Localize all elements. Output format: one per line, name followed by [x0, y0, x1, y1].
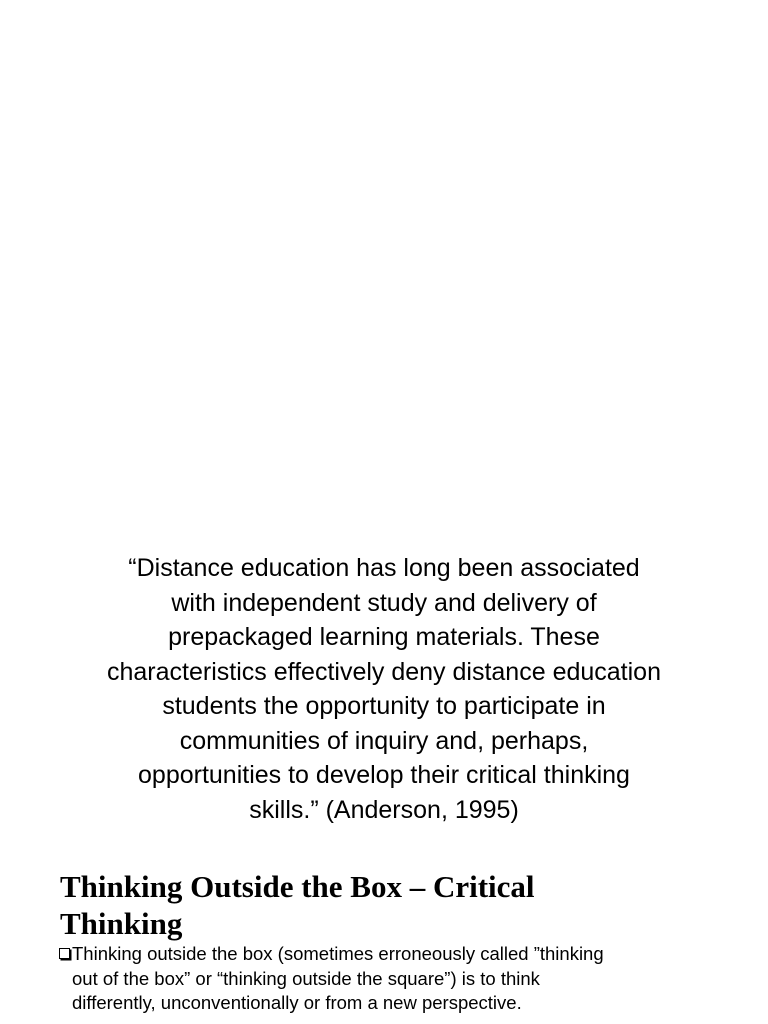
slide-title: [60, 868, 750, 942]
quote-line: communities of inquiry and, perhaps,: [179, 726, 589, 755]
slide-title-line: Thinking Outside the Box – Critical: [60, 869, 535, 904]
quote-line: opportunities to develop their critical thinking: [138, 761, 630, 789]
bullet-line: differently, unconventionally or from a new perspective.: [72, 992, 522, 1013]
quote-line: characteristics effectively deny distance education: [106, 657, 661, 686]
quote-line: “Distance education has long been associated: [128, 554, 640, 582]
quote-line: prepackaged learning materials. These: [168, 623, 600, 651]
quote-line: students the opportunity to participate in: [162, 692, 606, 720]
bullet-line: Thinking outside the box (sometimes erroneously called ”thinking: [72, 943, 604, 964]
quote-line: skills.” (Anderson, 1995): [249, 795, 519, 824]
hollow-square-bullet-icon: [59, 948, 70, 959]
bullet-line: out of the box” or “thinking outside the square”) is to think: [72, 967, 540, 989]
next-slide: [60, 868, 750, 1016]
quote-line: with independent study and delivery of: [171, 588, 597, 617]
quote-block: [40, 551, 728, 827]
slide-title-line: Thinking: [60, 906, 183, 941]
bullet-point: [58, 942, 750, 1016]
